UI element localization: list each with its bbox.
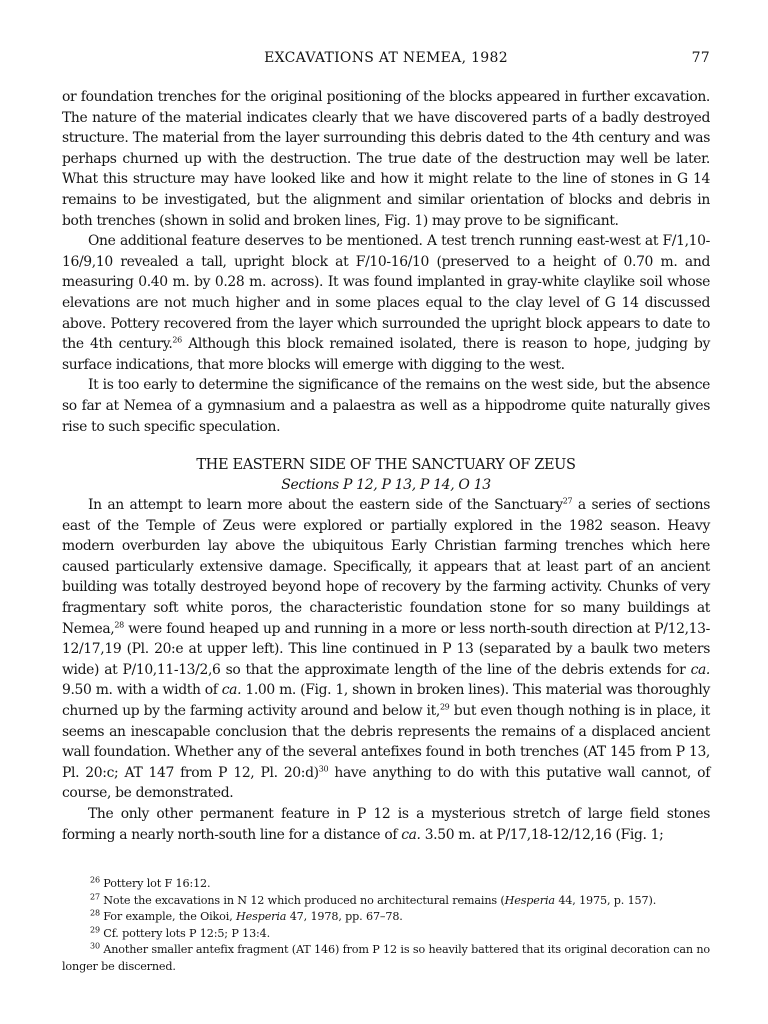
footnote-26 [62, 876, 710, 893]
paragraph-4-a: In an attempt to learn more about the eastern side of the Sanctuary [88, 497, 563, 514]
footnote-number: 30 [90, 941, 100, 951]
footnote-number: 27 [90, 891, 100, 901]
footnote-text: Another smaller antefix fragment (AT 146) from P 12 is so heavily battered that its original decoration can no longer be discerned. [62, 943, 710, 973]
paragraph-5-a: The only other permanent feature in P 12 is a mysterious stretch of large field stones forming a nearly north-south line for a distance of [62, 806, 710, 843]
paragraph-5 [62, 804, 710, 845]
footnote-number: 26 [90, 875, 100, 885]
paragraph-4-f: but even though nothing is in place, it seems an inescapable conclusion that the debris represents the remains of a displaced ancient wall foundation. Whether any of the several antefixes found in both trenches (AT 145 from P 13, Pl. 20:c; AT 147 from P 12, Pl. 20:d) [62, 703, 710, 781]
journal-title: Hesperia [504, 893, 555, 907]
paragraph-4 [62, 495, 710, 804]
footnote-ref-29: 29 [439, 702, 450, 712]
section-title: THE EASTERN SIDE OF THE SANCTUARY OF ZEUS [196, 457, 576, 474]
paragraph-3: It is too early to determine the significance of the remains on the west side, but the absence so far at Nemea of a gymnasium and a palaestra as well as a hippodrome quite naturally gives rise to such specific speculation. [62, 377, 710, 435]
paragraph-1: or foundation trenches for the original positioning of the blocks appeared in further excavation. The nature of the material indicates clearly that we have discovered parts of a badly destroyed structure. The material from the layer surrounding this debris dated to the 4th century and was perhaps churned up with the destruction. The true date of the destruction may well be later. What this structure may have looked like and how it might relate to the line of stones in G 14 remains to be investigated, but the alignment and similar orientation of blocks and debris in both trenches (shown in solid and broken lines, Fig. 1) may prove to be significant. [62, 89, 710, 229]
running-head: EXCAVATIONS AT NEMEA, 1982 [264, 50, 508, 66]
footnote-ref-28: 28 [114, 620, 124, 630]
footnote-29 [62, 926, 710, 943]
paragraph-4-c: were found heaped up and running in a more or less north-south direction at P/12,13-12/17,19 (Pl. 20:e at upper left). This line continued in P 13 (separated by a baulk two meters wide) at P/10,11-13/2,6 so that the approximate length of the line of the debris extends for [62, 620, 710, 678]
circa-abbrev: ca. [221, 682, 242, 699]
footnote-text: Cf. pottery lots P 12:5; P 13:4. [99, 926, 271, 940]
footnote-text: Note the excavations in N 12 which produced no architectural remains ( [99, 893, 505, 907]
circa-abbrev: ca. [690, 661, 710, 678]
paragraph-4-b: a series of sections east of the Temple of Zeus were explored or partially explored in the 1982 season. Heavy modern overburden lay above the ubiquitous Early Christian farming trenches which here caused particularly extensive damage. Specifically, it appears that at least part of an ancient building was totally destroyed beyond hope of recovery by the farming activity. Chunks of very fragmentary soft white poros, the characteristic foundation stone for so many buildings at Nemea, [62, 497, 711, 637]
footnote-30 [62, 942, 710, 975]
page-header [62, 50, 710, 70]
footnote-27 [62, 893, 710, 910]
footnotes [62, 876, 710, 976]
paragraph-2 [62, 231, 710, 375]
paragraph-4-g: have anything to do with this putative wall cannot, of course, be demonstrated. [62, 764, 710, 802]
footnote-ref-27: 27 [562, 496, 573, 506]
footnote-ref-30: 30 [318, 764, 329, 774]
paragraph-5-b: 3.50 m. at P/17,18-12/12,16 (Fig. 1; [420, 826, 664, 843]
footnote-28 [62, 909, 710, 926]
journal-title: Hesperia [236, 910, 287, 924]
paragraph-2-text: One additional feature deserves to be mentioned. A test trench running east-west at F/1,10-16/9,10 revealed a tall, upright block at F/10-16/10 (preserved to a height of 0.70 m. and measuring 0.40 m. by 0.28 m. across). It was found implanted in gray-white claylike soil whose elevations are not much higher and in some places equal to the clay level of G 14 discussed above. Pottery recovered from the layer which surrounded the upright block appears to date to the 4th century. [62, 233, 710, 353]
paragraph-2-end: Although this block remained isolated, there is reason to hope, judging by surface indications, that more blocks will emerge with digging to the west. [62, 336, 710, 373]
footnote-text: For example, the Oikoi, [99, 910, 237, 924]
circa-abbrev: ca. [401, 826, 421, 843]
footnote-number: 29 [90, 925, 100, 935]
footnote-number: 28 [90, 908, 100, 918]
section-subtitle: Sections P 12, P 13, P 14, O 13 [281, 477, 491, 494]
footnote-ref-26: 26 [172, 335, 182, 345]
paragraph-4-d: 9.50 m. with a width of [62, 682, 222, 699]
page-number: 77 [691, 50, 710, 66]
footnote-text: 47, 1978, pp. 67–78. [286, 910, 403, 924]
paragraph-4-e: 1.00 m. (Fig. 1, shown in broken lines). This material was thoroughly churned up by the farming activity around and below it, [62, 682, 710, 720]
footnote-text: Pottery lot F 16:12. [99, 877, 211, 890]
body-text [62, 87, 710, 845]
footnote-text: 44, 1975, p. 157). [554, 893, 657, 907]
